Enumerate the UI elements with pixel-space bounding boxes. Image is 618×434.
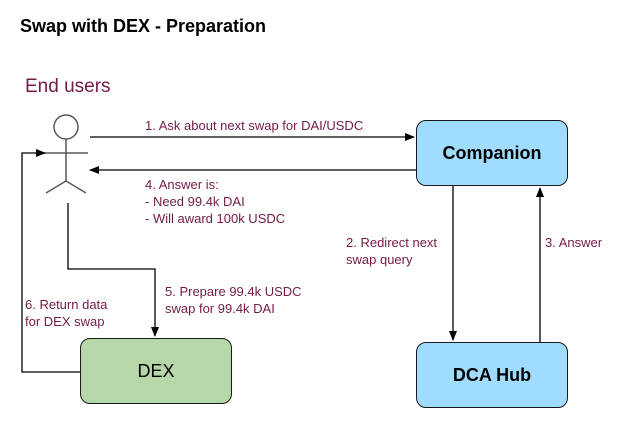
companion-node: Companion [416, 120, 568, 186]
message-1-label: 1. Ask about next swap for DAI/USDC [145, 118, 364, 133]
stick-figure-icon [44, 115, 88, 193]
message-4-line: - Will award 100k USDC [145, 211, 286, 226]
message-3-label: 3. Answer [545, 235, 603, 250]
message-4-label [145, 176, 285, 227]
message-6-line: 6. Return data [25, 297, 108, 312]
message-2-line: swap query [346, 252, 413, 267]
dca-hub-node: DCA Hub [416, 342, 568, 408]
message-6-line: for DEX swap [25, 314, 105, 329]
actor-label: End users [25, 76, 111, 97]
arrow-6-return [22, 153, 80, 372]
message-2-label [346, 234, 437, 268]
message-5-line: 5. Prepare 99.4k USDC [165, 284, 302, 299]
message-4-line: - Need 99.4k DAI [145, 194, 245, 209]
message-6-label [25, 296, 107, 330]
message-2-line: 2. Redirect next [346, 235, 438, 250]
message-4-line: 4. Answer is: [145, 177, 219, 192]
dex-node: DEX [80, 338, 232, 404]
message-5-label [165, 283, 302, 317]
message-5-line: swap for 99.4k DAI [165, 301, 275, 316]
diagram-title: Swap with DEX - Preparation [20, 16, 267, 36]
